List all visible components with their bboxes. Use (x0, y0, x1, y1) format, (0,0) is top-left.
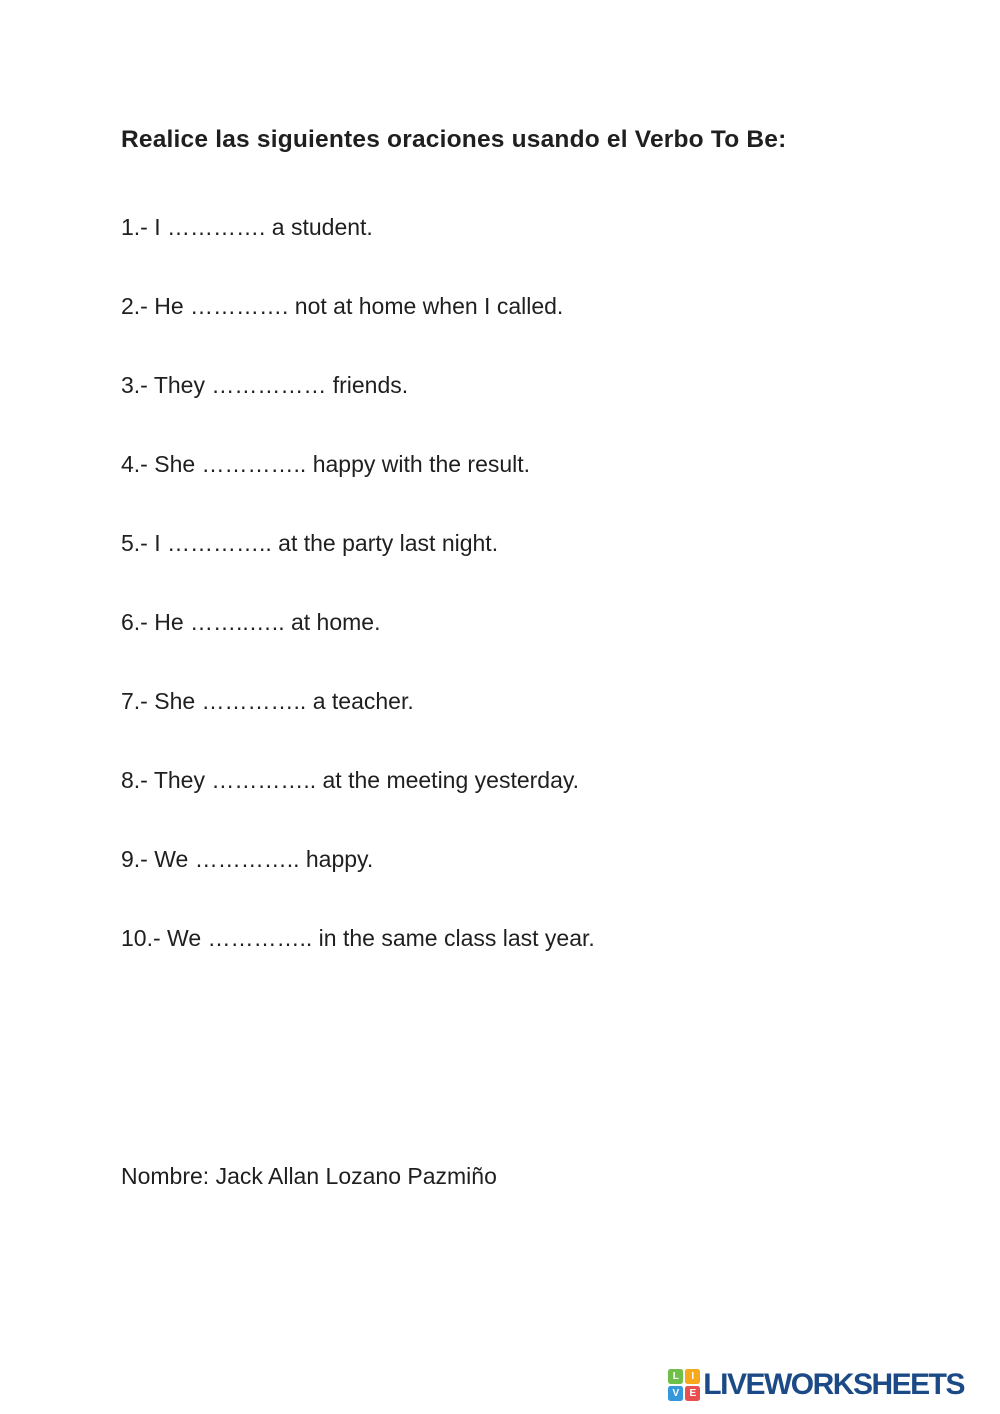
sentence-1: 1.- I …………. a student. (121, 214, 373, 240)
liveworksheets-logo-icon (668, 1369, 700, 1401)
liveworksheets-logo (668, 1368, 964, 1402)
worksheet-title: Realice las siguientes oraciones usando el Verbo To Be: (121, 126, 787, 153)
sentence-list (121, 188, 595, 978)
sentence-7: 7.- She ………….. a teacher. (121, 688, 414, 714)
sentence-4: 4.- She ………….. happy with the result. (121, 451, 531, 477)
logo-tile-i: I (685, 1369, 700, 1384)
sentence-2: 2.- He …………. not at home when I called. (121, 293, 564, 319)
logo-tile-l: L (668, 1369, 683, 1384)
liveworksheets-logo-text: LIVEWORKSHEETS (703, 1368, 964, 1401)
logo-tile-v: V (668, 1386, 683, 1401)
sentence-3: 3.- They …………… friends. (121, 372, 409, 398)
sentence-10: 10.- We ………….. in the same class last year. (121, 925, 595, 951)
sentence-6: 6.- He ……..….. at home. (121, 609, 381, 635)
logo-tile-e: E (685, 1386, 700, 1401)
sentence-8: 8.- They ………….. at the meeting yesterday. (121, 767, 580, 793)
sentence-9: 9.- We ………….. happy. (121, 846, 374, 872)
student-name-line: Nombre: Jack Allan Lozano Pazmiño (121, 1163, 497, 1189)
sentence-5: 5.- I ………….. at the party last night. (121, 530, 499, 556)
